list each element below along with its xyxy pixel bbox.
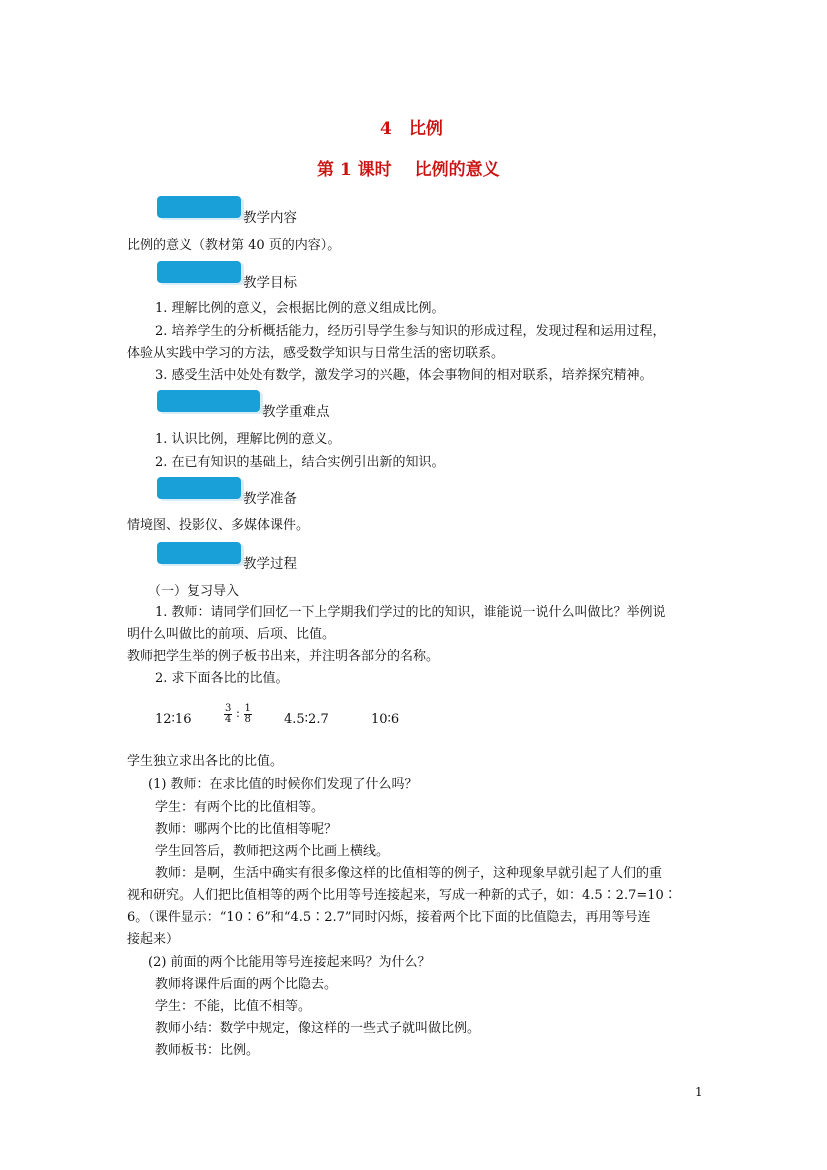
ratio-fraction-pair: $\frac{3}{4}$ ∶ $\frac{1}{8}$: [225, 703, 251, 725]
section-heading-content: 教学内容: [243, 210, 297, 226]
process-line-9-cont-1: 视和研究。人们把比值相等的两个比用等号连接起来，写成一种新的式子，如：4.5∶2.7=10∶: [127, 888, 677, 903]
process-line-5: (1) 教师：在求比值的时候你们发现了什么吗？: [148, 777, 418, 792]
section-badge-goals: [157, 261, 241, 283]
process-line-13: 教师小结：数学中规定，像这样的一些式子就叫做比例。: [155, 1021, 481, 1036]
lesson-title: 第 1 课时 比例的意义: [317, 160, 500, 180]
ratio-10-6: 10∶6: [371, 712, 400, 727]
process-line-9: 教师：是啊，生活中确实有很多像这样的比值相等的例子，这种现象早就引起了人们的重: [155, 866, 663, 881]
fraction-three-quarters: $\frac{3}{4}$: [225, 703, 232, 725]
difficulty-line-1: 1. 认识比例，理解比例的意义。: [155, 432, 341, 447]
process-line-6: 学生：有两个比的比值相等。: [155, 800, 325, 815]
goal-line-2-cont: 体验从实践中学习的方法，感受数学知识与日常生活的密切联系。: [127, 346, 505, 361]
goal-line-1: 1. 理解比例的意义，会根据比例的意义组成比例。: [155, 301, 445, 316]
process-line-7: 教师：哪两个比的比值相等呢？: [155, 822, 338, 837]
section-badge-content: [157, 196, 241, 218]
process-line-4: 学生独立求出各比的比值。: [127, 754, 284, 769]
section-heading-difficulty: 教学重难点: [262, 404, 330, 420]
process-line-8: 学生回答后，教师把这两个比画上横线。: [155, 844, 390, 859]
section-badge-prep: [157, 477, 241, 499]
section-badge-difficulty: [157, 390, 260, 412]
process-line-1: 1. 教师：请同学们回忆一下上学期我们学过的比的知识，谁能说一说什么叫做比？举例说: [155, 605, 666, 620]
section-heading-prep: 教学准备: [243, 491, 297, 507]
process-subheading: （一）复习导入: [148, 584, 240, 599]
goal-line-3: 3. 感受生活中处处有数学，激发学习的兴趣，体会事物间的相对联系，培养探究精神。: [155, 368, 653, 383]
process-line-10: (2) 前面的两个比能用等号连接起来吗？为什么？: [148, 955, 431, 970]
process-line-9-cont-2: 6。（课件显示：“10∶6”和“4.5∶2.7”同时闪烁，接着两个比下面的比值隐去，再用等号连: [127, 910, 651, 925]
unit-title: 4 比例: [380, 119, 443, 139]
content-text: 比例的意义（教材第 40 页的内容）。: [127, 238, 341, 253]
process-line-11: 教师将课件后面的两个比隐去。: [155, 977, 338, 992]
process-line-9-cont-3: 接起来）: [127, 932, 180, 947]
section-heading-process: 教学过程: [243, 556, 297, 572]
process-line-1-cont: 明什么叫做比的前项、后项、比值。: [127, 627, 336, 642]
fraction-one-eighth: $\frac{1}{8}$: [244, 703, 251, 725]
process-line-12: 学生：不能，比值不相等。: [155, 999, 312, 1014]
process-line-3: 2. 求下面各比的比值。: [155, 671, 289, 686]
prep-text: 情境图、投影仪、多媒体课件。: [127, 518, 310, 533]
process-line-14: 教师板书：比例。: [155, 1043, 260, 1058]
section-badge-process: [157, 542, 241, 564]
ratio-4.5-2.7: 4.5∶2.7: [284, 712, 329, 727]
process-line-2: 教师把学生举的例子板书出来，并注明各部分的名称。: [127, 649, 440, 664]
difficulty-line-2: 2. 在已有知识的基础上，结合实例引出新的知识。: [155, 455, 445, 470]
section-heading-goals: 教学目标: [243, 275, 297, 291]
ratio-12-16: 12∶16: [155, 712, 192, 727]
page-number: 1: [695, 1085, 703, 1099]
goal-line-2: 2. 培养学生的分析概括能力，经历引导学生参与知识的形成过程，发现过程和运用过程，: [155, 324, 666, 339]
